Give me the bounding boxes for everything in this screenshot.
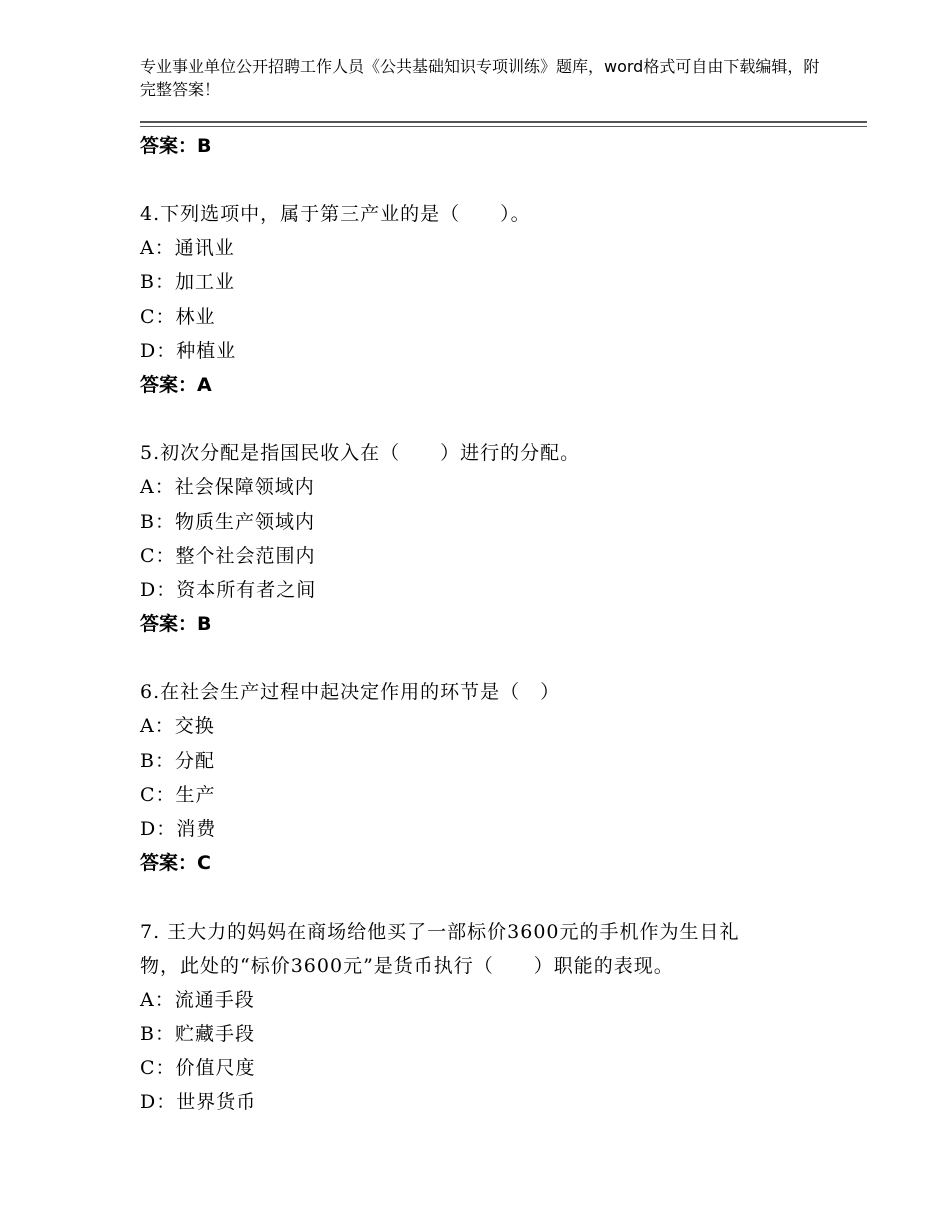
question-6-option-a: A：交换	[140, 715, 215, 737]
question-4-option-c: C：林业	[140, 306, 216, 328]
header-divider-thick	[140, 121, 867, 123]
question-4-option-a: A：通讯业	[140, 237, 235, 259]
question-4: 4.下列选项中，属于第三产业的是（ ）。	[140, 203, 531, 225]
question-7-option-b: B：贮藏手段	[140, 1023, 255, 1045]
question-5-answer: 答案：B	[140, 613, 212, 635]
question-6-option-c: C：生产	[140, 784, 216, 806]
question-7-option-a: A：流通手段	[140, 989, 255, 1011]
question-5-option-a: A：社会保障领域内	[140, 476, 315, 498]
question-5-option-b: B：物质生产领域内	[140, 511, 315, 533]
question-7-line-1: 7. 王大力的妈妈在商场给他买了一部标价3600元的手机作为生日礼	[140, 921, 740, 943]
question-4-option-d: D：种植业	[140, 340, 237, 362]
question-4-option-b: B：加工业	[140, 271, 235, 293]
question-6-option-d: D：消费	[140, 818, 217, 840]
question-6-answer: 答案：C	[140, 852, 211, 874]
answer-previous: 答案：B	[140, 135, 212, 157]
question-6-option-b: B：分配	[140, 750, 215, 772]
header-divider-thin	[140, 126, 867, 127]
question-7-option-c: C：价值尺度	[140, 1057, 256, 1079]
page-header: 专业事业单位公开招聘工作人员《公共基础知识专项训练》题库，word格式可自由下载编辑，附完整答案！	[140, 57, 820, 99]
question-5-option-c: C：整个社会范围内	[140, 545, 316, 567]
question-7-option-d: D：世界货币	[140, 1091, 257, 1113]
question-5: 5.初次分配是指国民收入在（ ）进行的分配。	[140, 442, 581, 464]
question-4-answer: 答案：A	[140, 374, 212, 396]
question-7-line-2: 物，此处的“标价3600元”是货币执行（ ）职能的表现。	[140, 955, 674, 977]
question-5-option-d: D：资本所有者之间	[140, 579, 317, 601]
question-6: 6.在社会生产过程中起决定作用的环节是（ ）	[140, 681, 561, 703]
